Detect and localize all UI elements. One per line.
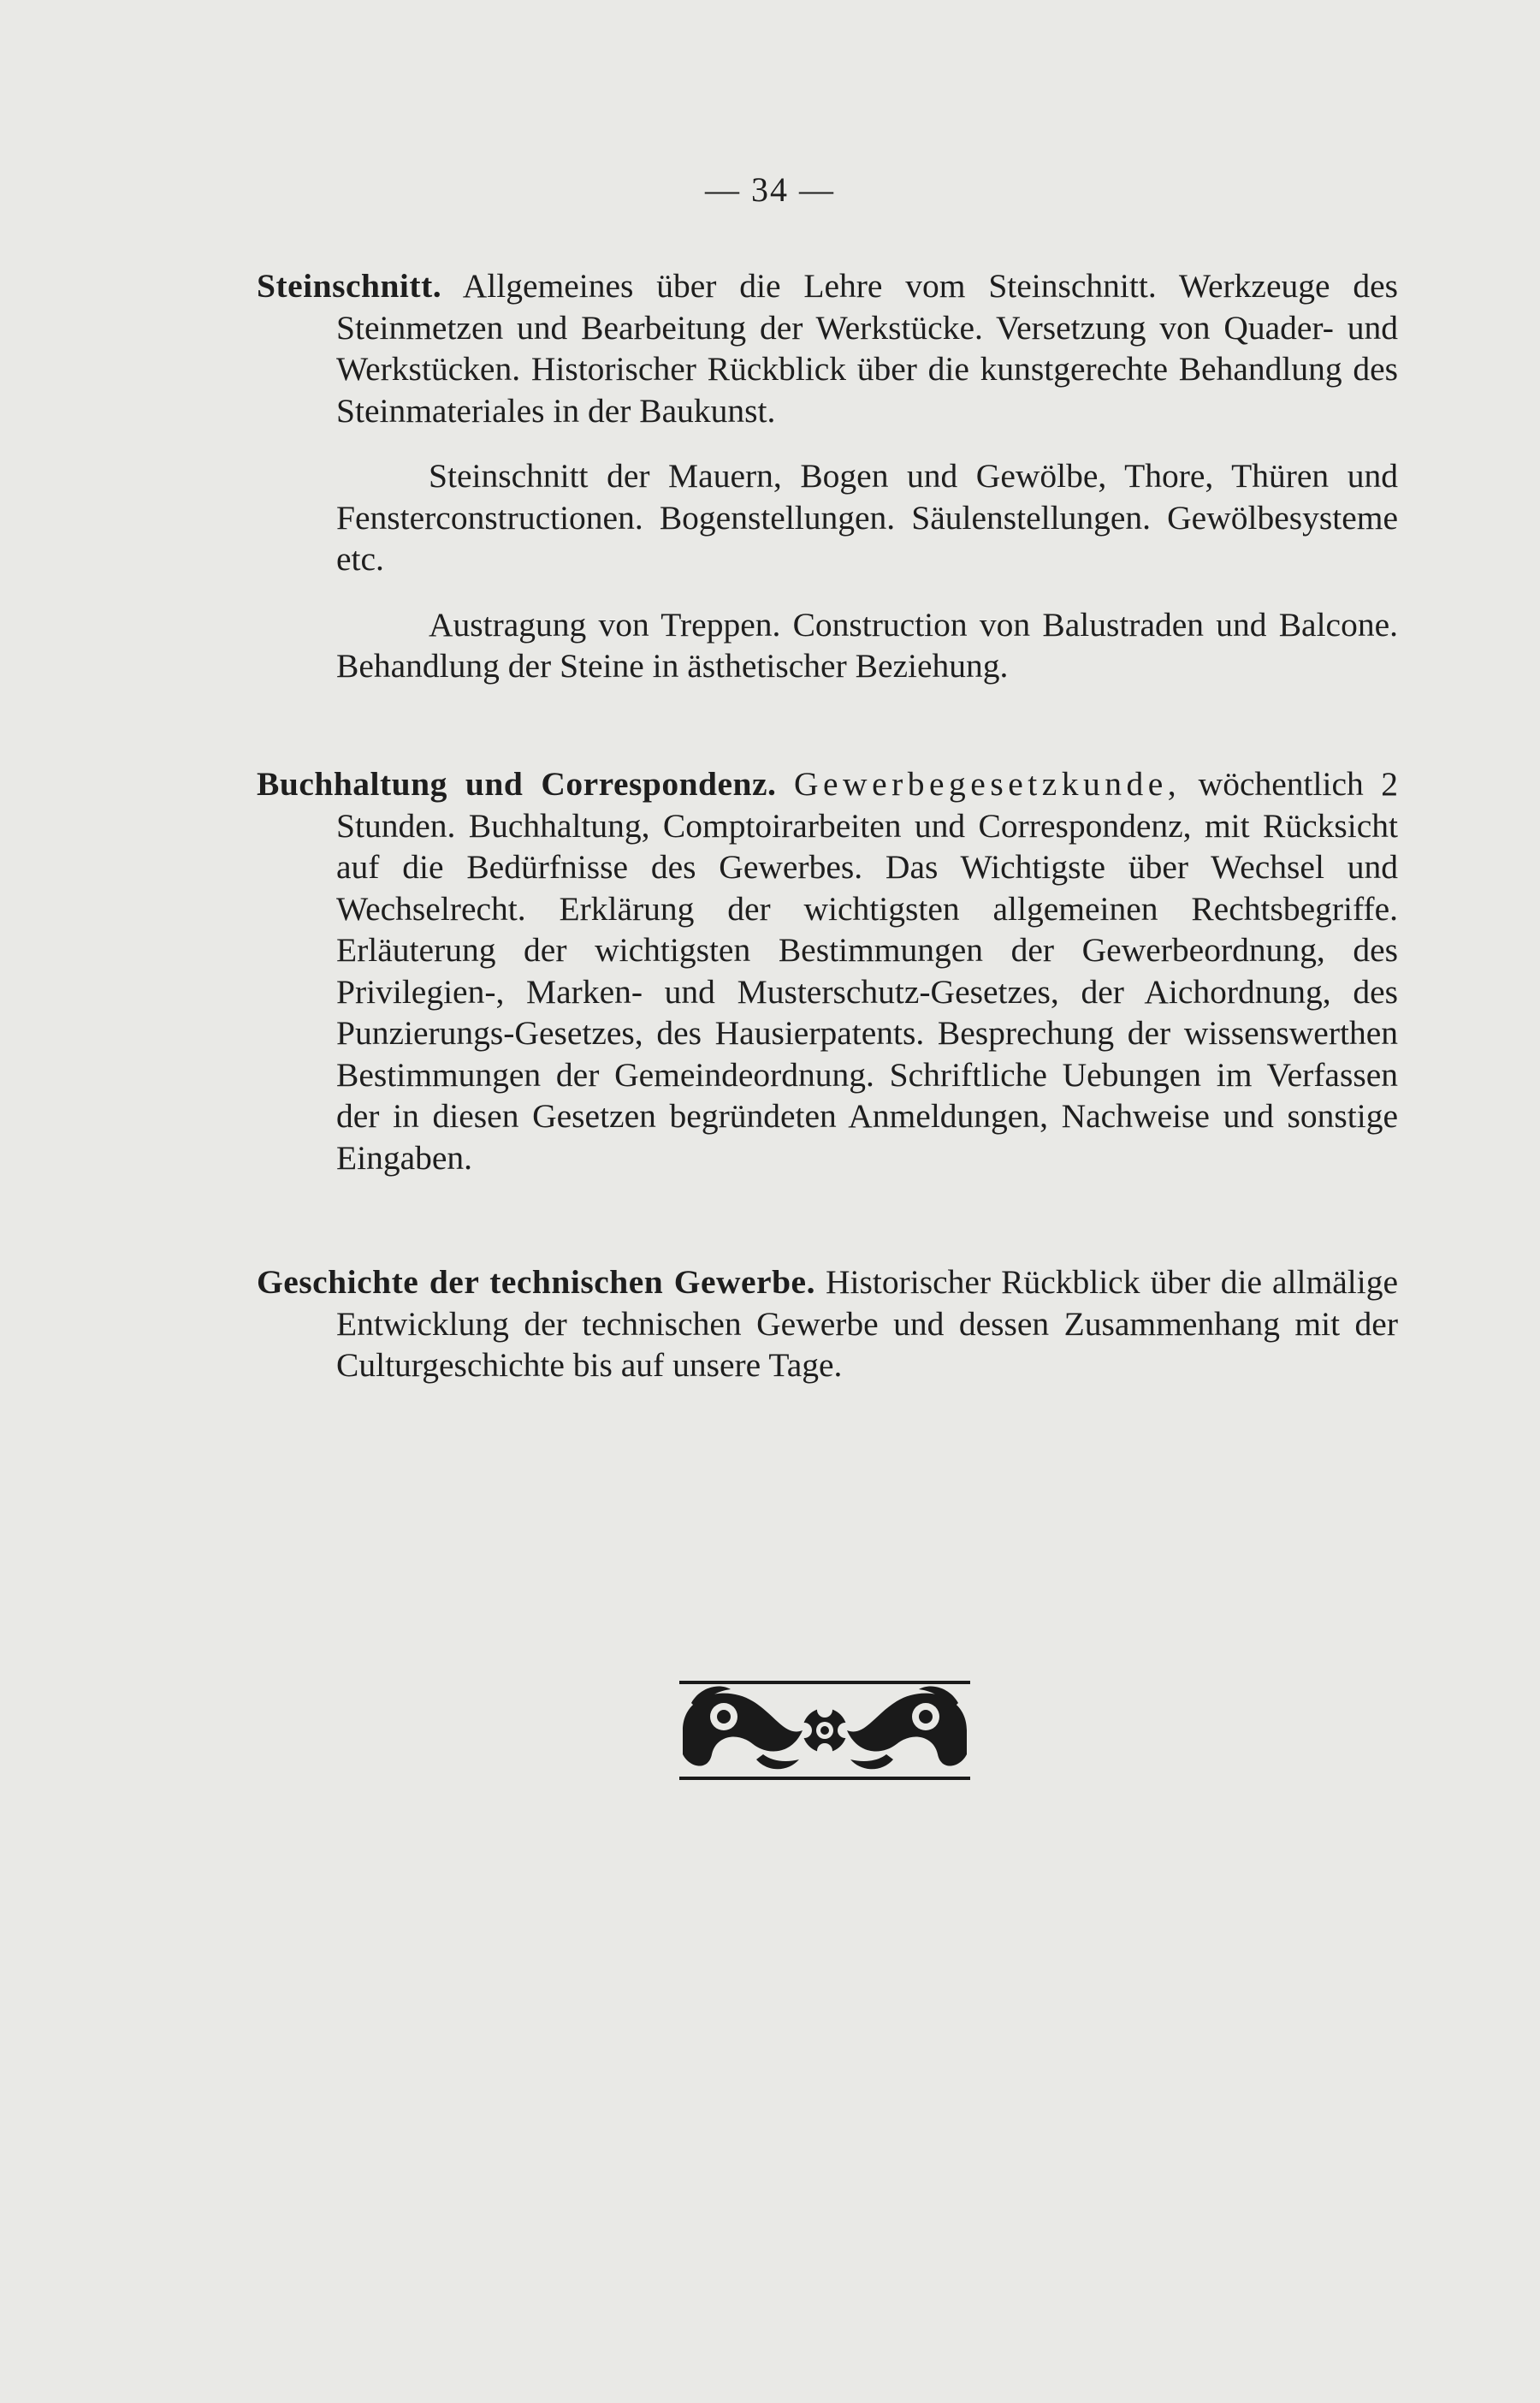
entry-spaced-subject: Gewerbegesetzkunde, [793,765,1182,803]
floral-vignette-icon [674,1677,975,1783]
entry-title: Steinschnitt. [257,267,442,305]
entry-subparagraph: Austragung von Treppen. Construction von Balustraden und Balcone. Behandlung der Steine in ästhetischer Beziehung. [336,605,1398,685]
entry-text: Historischer Rückblick über die allmälige Entwicklung der technischen Gewerbe und dessen Zusammenhang mit der Culturgeschichte bis auf unsere Tage. [336,1263,1398,1384]
entry-paragraph [257,1261,1398,1386]
entry-paragraph [257,763,1398,1178]
entry-title: Buchhaltung und Correspondenz. [257,765,777,803]
page-number: — 34 — [705,170,835,209]
entry-title: Geschichte der technischen Gewerbe. [257,1263,815,1301]
entry-paragraph [257,265,1398,431]
entry-steinschnitt [257,265,1398,687]
entry-text: wöchentlich 2 Stunden. Buchhaltung, Comptoirarbeiten und Correspondenz, mit Rücksicht auf die Bedürfnisse des Gewerbes. Das Wichtigste über Wechsel und Wechselrecht. Erklärung der wichtigsten allgemeinen Rechtsbegriffe. Erläuterung der wichtigsten Bestimmungen der Gewerbeordnung, des Privilegien-, Marken- und Musterschutz-Gesetzes, der Aichordnung, des Punzierungs-Gesetzes, des Hausierpatents. Besprechung der wissenswerthen Bestimmungen der Gemeindeordnung. Schriftliche Uebungen im Verfassen der in diesen Gesetzen begründeten Anmeldungen, Nachweise und sonstige Eingaben. [336,765,1399,1177]
entry-text: Allgemeines über die Lehre vom Steinschnitt. Werkzeuge des Steinmetzen und Bearbeitung der Werkstücke. Versetzung von Quader- und Werkstücken. Historischer Rückblick über die kunstgerechte Behandlung des Steinmateriales in der Baukunst. [336,267,1398,430]
entry-subparagraph: Steinschnitt der Mauern, Bogen und Gewölbe, Thore, Thüren und Fensterconstructionen. Bogenstellungen. Säulenstellungen. Gewölbesysteme etc. [336,457,1398,578]
entry-buchhaltung [257,763,1398,1178]
entry-geschichte [257,1261,1398,1386]
